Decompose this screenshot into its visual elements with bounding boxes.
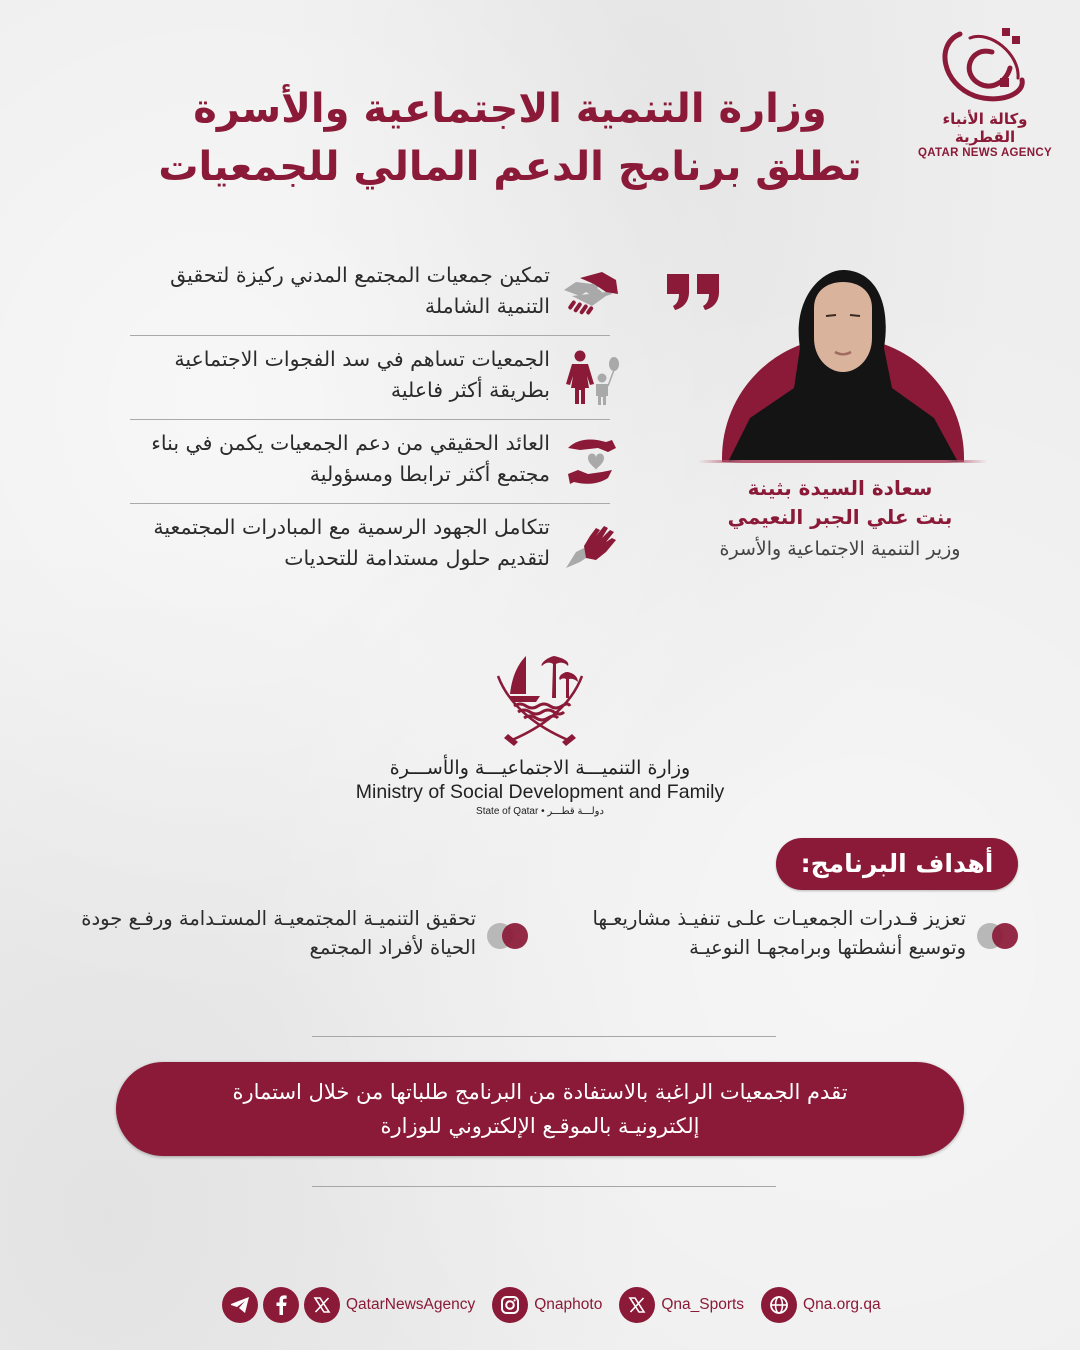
- goal-text: تحقيق التنميـة المجتمعيـة المستـدامة ورفـع جودة الحياة لأفراد المجتمع: [81, 907, 476, 959]
- social-footer: [222, 1287, 882, 1323]
- key-point: [120, 252, 630, 336]
- goals-heading: أهداف البرنامج:: [776, 838, 1018, 890]
- qna-logo: [910, 24, 1060, 159]
- facebook-icon[interactable]: [263, 1287, 299, 1323]
- divider: [312, 1036, 776, 1037]
- key-point: [120, 504, 630, 588]
- globe-icon[interactable]: [761, 1287, 797, 1323]
- ministry-name-arabic: وزارة التنميـــة الاجتماعيـــة والأســـرة: [389, 757, 691, 779]
- x-icon[interactable]: [304, 1287, 340, 1323]
- instagram-icon[interactable]: [492, 1287, 528, 1323]
- qatar-emblem-icon: [490, 648, 590, 748]
- key-point-text: العائد الحقيقي من دعم الجمعيات يكمن في بناء مجتمع أكثر ترابطا ومسؤولية: [151, 431, 550, 486]
- social-handle-qnaphoto[interactable]: Qnaphoto: [534, 1296, 603, 1313]
- title-line-1: وزارة التنمية الاجتماعية والأسرة: [193, 86, 827, 132]
- goal-item: [540, 900, 1020, 970]
- ministry-state-label: State of Qatar • دولـــة قطـــر: [476, 806, 604, 817]
- key-point-text: تتكامل الجهود الرسمية مع المبادرات المجتمعية لتقديم حلول مستدامة للتحديات: [153, 515, 550, 570]
- ministry-logo: [340, 648, 740, 820]
- telegram-icon[interactable]: [222, 1287, 258, 1323]
- agency-name-english: QATAR NEWS AGENCY: [918, 147, 1052, 159]
- minister-portrait: [722, 268, 964, 462]
- goal-text: تعزيز قـدرات الجمعيـات علـى تنفيـذ مشاريعـها وتوسيع أنشطتها وبرامجهـا النوعيـة: [592, 907, 966, 959]
- key-point: [120, 336, 630, 420]
- minister-name-line-1: سعادة السيدة بثينة: [747, 476, 933, 500]
- minister-caption: [690, 474, 990, 564]
- overlapping-circles-icon: [486, 922, 530, 950]
- helping-hands-icon: [562, 518, 620, 574]
- ministry-name-english: Ministry of Social Development and Family: [355, 781, 725, 803]
- title-line-2: تطلق برنامج الدعم المالي للجمعيات: [158, 144, 862, 190]
- minister-name-line-2: بنت علي الجبر النعيمي: [727, 505, 953, 529]
- divider: [312, 1186, 776, 1187]
- handshake-icon: [562, 266, 620, 322]
- social-handle-website[interactable]: Qna.org.qa: [803, 1296, 881, 1313]
- overlapping-circles-icon: [976, 922, 1020, 950]
- quote-mark-icon: [665, 272, 723, 312]
- social-handle-qatarnewsagency[interactable]: QatarNewsAgency: [346, 1296, 476, 1313]
- social-handle-qna-sports[interactable]: Qna_Sports: [661, 1296, 745, 1313]
- application-note-line-2: إلكترونيـة بالموقـع الإلكتروني للوزارة: [380, 1114, 700, 1138]
- minister-role: وزير التنمية الاجتماعية والأسرة: [719, 538, 961, 560]
- family-icon: [562, 350, 620, 406]
- key-point-text: تمكين جمعيات المجتمع المدني ركيزة لتحقيق التنمية الشاملة: [170, 263, 550, 318]
- application-note: [116, 1062, 964, 1156]
- key-points-list: [120, 252, 630, 588]
- qna-emblem-icon: [930, 24, 1040, 108]
- key-point-text: الجمعيات تساهم في سد الفجوات الاجتماعية بطريقة أكثر فاعلية: [174, 347, 550, 402]
- x-icon[interactable]: [619, 1287, 655, 1323]
- goal-item: [50, 900, 530, 970]
- page-title: [150, 80, 870, 196]
- portrait-underline: [698, 460, 988, 463]
- key-point: [120, 420, 630, 504]
- application-note-line-1: تقدم الجمعيات الراغبة بالاستفادة من البرنامج طلباتها من خلال استمارة: [232, 1080, 848, 1104]
- agency-name-arabic: وكالة الأنباء القطرية: [942, 110, 1028, 146]
- caring-hands-heart-icon: [562, 434, 620, 490]
